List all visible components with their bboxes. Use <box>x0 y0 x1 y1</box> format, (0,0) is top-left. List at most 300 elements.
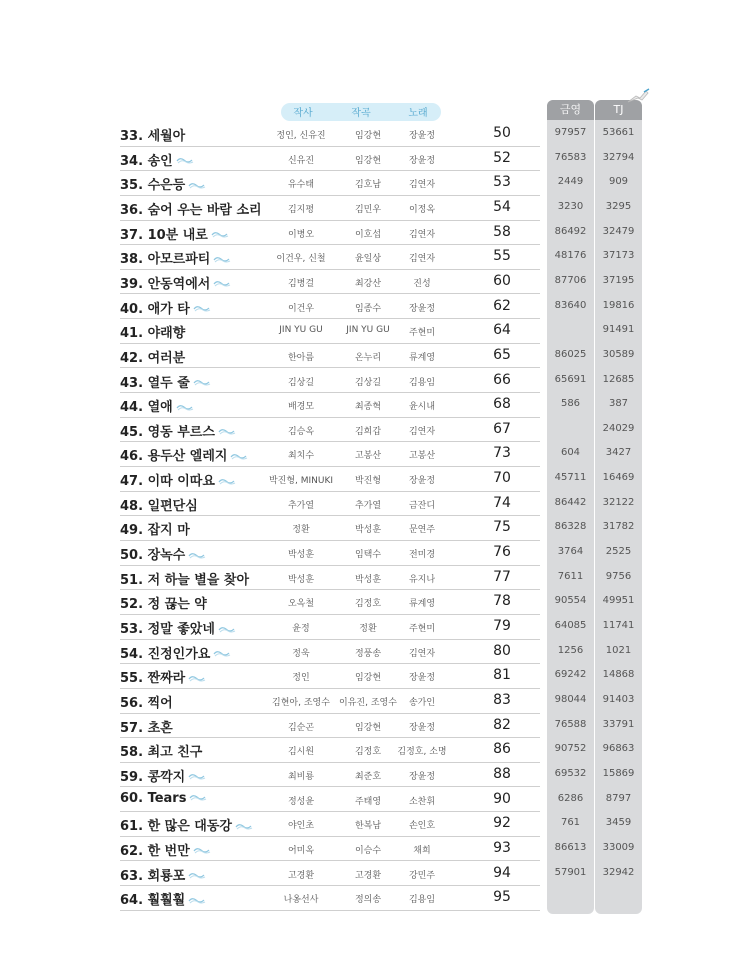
song-number: 44. <box>120 400 144 416</box>
singer: 김연자 <box>408 229 436 240</box>
lyricist: 김상길 <box>287 377 315 388</box>
lyricist: 윤정 <box>292 624 310 634</box>
page-number: 70 <box>493 470 511 487</box>
composer: 정풍송 <box>354 648 382 659</box>
song-row <box>120 294 540 320</box>
tj-header: TJ <box>595 100 642 120</box>
singer: 장윤정 <box>408 771 436 782</box>
ribbon-icon <box>188 772 206 782</box>
composer: 최종혁 <box>354 402 382 413</box>
composer: 김민우 <box>354 204 382 215</box>
composer: 임강현 <box>354 722 382 733</box>
tj-code: 32479 <box>602 225 635 237</box>
song-title-text: 찍어 <box>147 695 173 711</box>
lyricist: 김승옥 <box>287 426 315 437</box>
song-title-text: 정 끊는 약 <box>147 597 207 613</box>
page-number: 83 <box>493 691 511 708</box>
kumyoung-code: 69532 <box>554 767 587 779</box>
lyricist: 박진형, MINUKI <box>268 476 334 487</box>
composer: 최준호 <box>354 771 382 782</box>
song-row <box>120 811 540 837</box>
song-row <box>120 565 540 591</box>
page-number: 82 <box>493 716 511 733</box>
song-title <box>120 667 206 686</box>
ribbon-icon <box>193 846 211 856</box>
ribbon-icon <box>188 551 206 561</box>
page-number: 58 <box>493 223 511 240</box>
tj-code: 15869 <box>602 767 635 779</box>
tj-code: 30589 <box>602 348 635 360</box>
song-title-text: 세월아 <box>147 129 186 144</box>
kumyoung-code: 76583 <box>554 151 587 163</box>
kumyoung-code: 90554 <box>554 595 587 607</box>
song-number: 45. <box>120 424 144 440</box>
tj-code: 14868 <box>602 669 635 681</box>
song-number: 42. <box>120 350 144 366</box>
singer: 장윤정 <box>408 673 436 684</box>
singer: 유지나 <box>408 574 436 585</box>
composer: 고봉산 <box>354 451 382 462</box>
composer: 김상길 <box>354 377 382 388</box>
lyricist: 오옥철 <box>287 599 315 610</box>
page-number: 80 <box>493 642 511 659</box>
tj-code: 3459 <box>605 817 632 829</box>
lyricist: 한아름 <box>287 352 315 363</box>
song-number: 40. <box>120 301 144 317</box>
lyricist: 나옹선사 <box>283 895 319 906</box>
song-title-text: 훨훨훨 <box>147 893 186 909</box>
song-title-text: 열애 <box>147 400 173 416</box>
song-title <box>120 150 194 169</box>
song-row <box>120 170 540 196</box>
singer: 장윤정 <box>408 155 436 166</box>
lyricist: 추가열 <box>287 500 315 511</box>
kumyoung-code: 98044 <box>554 693 587 705</box>
kumyoung-code: 86613 <box>554 841 587 853</box>
song-title <box>120 519 190 538</box>
lyricist: 이건우, 신철 <box>276 254 326 265</box>
lyricist: 정욱 <box>292 648 310 659</box>
kumyoung-code: 604 <box>560 447 581 459</box>
song-title-text: 정말 좋았네 <box>147 622 215 637</box>
tj-code: 3295 <box>605 200 632 212</box>
tj-code: 2525 <box>605 546 632 558</box>
kumyoung-code: 86328 <box>554 521 587 533</box>
lyricist: 고경환 <box>287 870 315 881</box>
singer: 김연자 <box>408 648 436 659</box>
song-title <box>120 347 185 366</box>
song-title <box>120 741 202 760</box>
song-row <box>120 318 540 344</box>
song-row <box>120 589 540 615</box>
song-title <box>120 273 231 292</box>
song-row <box>120 368 540 394</box>
song-title <box>120 865 206 884</box>
song-title <box>120 791 207 806</box>
tj-code: 11741 <box>602 620 635 631</box>
song-number: 63. <box>120 868 144 884</box>
kumyoung-header: 금영 <box>547 100 594 120</box>
song-number: 64. <box>120 893 144 909</box>
lyricist: 정인 <box>292 673 310 684</box>
song-number: 53. <box>120 622 144 637</box>
composer-header: 작곡 <box>351 108 371 119</box>
song-row <box>120 614 540 640</box>
song-row <box>120 787 540 813</box>
song-title-text: 장녹수 <box>147 548 186 564</box>
composer: 김정호 <box>354 599 382 610</box>
tj-code: 96863 <box>602 743 635 755</box>
tj-code: 37173 <box>602 250 635 262</box>
song-title <box>120 199 262 218</box>
page-number: 66 <box>493 371 511 388</box>
song-title-text: 송인 <box>147 153 173 169</box>
composer: 정환 <box>359 624 377 634</box>
song-number: 57. <box>120 720 144 736</box>
lyricist: 김시원 <box>287 747 315 758</box>
lyricist: 정환 <box>292 525 310 536</box>
singer: 이정옥 <box>408 204 436 215</box>
tj-code: 12685 <box>602 373 635 385</box>
ribbon-icon <box>176 156 194 166</box>
song-row <box>120 466 540 492</box>
page-number: 62 <box>493 297 511 314</box>
page-number: 73 <box>493 445 511 462</box>
kumyoung-code <box>547 417 594 442</box>
page-number: 86 <box>493 741 511 758</box>
kumyoung-code: 48176 <box>554 250 587 262</box>
kumyoung-code: 3764 <box>557 546 584 558</box>
tj-code: 91403 <box>602 693 635 705</box>
page-number: 93 <box>493 839 511 856</box>
song-number: 43. <box>120 375 144 391</box>
singer: 소찬휘 <box>408 796 436 807</box>
song-row <box>120 343 540 369</box>
tj-code: 8797 <box>605 792 632 804</box>
song-title <box>120 643 231 662</box>
kumyoung-code: 3230 <box>557 200 584 212</box>
song-number: 33. <box>120 129 144 144</box>
song-row <box>120 441 540 467</box>
composer: 한복남 <box>354 821 382 832</box>
song-row <box>120 392 540 418</box>
composer: 임종수 <box>354 303 382 314</box>
song-title-text: 초혼 <box>147 720 173 736</box>
lyricist: 이병오 <box>287 229 315 240</box>
pushpin-icon <box>626 88 650 104</box>
page-number: 76 <box>493 544 511 561</box>
lyricist-header: 작사 <box>293 108 313 119</box>
song-title <box>120 889 206 908</box>
composer: 김정호 <box>354 747 382 758</box>
song-row <box>120 861 540 887</box>
song-title-text: 아모르파티 <box>147 252 211 268</box>
song-title <box>120 717 173 736</box>
page-number: 74 <box>493 494 511 511</box>
composer: 김희갑 <box>354 426 382 437</box>
song-number: 38. <box>120 252 144 268</box>
page-number: 79 <box>493 618 511 634</box>
lyricist: 어미옥 <box>287 845 315 856</box>
song-title <box>120 421 236 440</box>
page-number: 88 <box>493 765 511 782</box>
lyricist: 최치수 <box>287 451 315 462</box>
singer: 류계영 <box>408 352 436 363</box>
lyricist: 김현아, 조영수 <box>272 697 330 708</box>
song-title <box>120 470 236 489</box>
song-title <box>120 815 253 834</box>
song-title <box>120 495 198 514</box>
lyricist: 김순곤 <box>287 722 315 733</box>
tj-code: 32942 <box>602 866 635 878</box>
lyricist: 박성훈 <box>287 574 315 585</box>
tj-code: 3427 <box>605 447 632 459</box>
ribbon-icon <box>213 649 231 659</box>
song-number: 60. <box>120 790 144 806</box>
ribbon-icon <box>213 279 231 289</box>
composer: 온누리 <box>354 352 382 363</box>
song-title <box>120 174 206 193</box>
singer: 김연자 <box>408 180 436 191</box>
singer: 김용임 <box>408 895 436 906</box>
song-row <box>120 515 540 541</box>
singer: 진성 <box>413 278 431 289</box>
page-number: 92 <box>493 815 511 832</box>
singer: 장윤정 <box>408 131 436 141</box>
composer: 이호섭 <box>354 229 382 240</box>
song-title <box>120 766 206 785</box>
page-number: 94 <box>493 864 511 881</box>
ribbon-icon <box>188 871 206 881</box>
song-title-text: 회룡포 <box>147 868 186 884</box>
page-number: 60 <box>493 272 511 289</box>
page-number: 55 <box>493 248 511 265</box>
page-number: 95 <box>493 889 511 906</box>
song-row <box>120 146 540 172</box>
page-number: 65 <box>493 346 511 363</box>
song-row <box>120 121 540 147</box>
song-number: 34. <box>120 153 144 169</box>
song-title-text: 한 많은 대동강 <box>147 819 232 835</box>
tj-code: 37195 <box>602 274 635 286</box>
tj-code: 31782 <box>602 521 635 533</box>
song-title <box>120 298 211 317</box>
kumyoung-code: 87706 <box>554 274 587 286</box>
song-number: 54. <box>120 646 144 662</box>
kumyoung-code: 65691 <box>554 373 587 385</box>
ribbon-icon <box>218 427 236 437</box>
song-title <box>120 125 185 144</box>
kumyoung-code: 86492 <box>554 225 587 237</box>
singer: 장윤정 <box>408 476 436 487</box>
composer: 주태영 <box>354 796 382 807</box>
lyricist: 야인초 <box>287 821 315 832</box>
page-number: 52 <box>493 149 511 166</box>
kumyoung-code: 83640 <box>554 299 587 311</box>
page-number: 50 <box>493 125 511 141</box>
singer: 문연주 <box>408 525 436 536</box>
composer: 정의송 <box>354 895 382 906</box>
lyricist: 유수태 <box>287 180 315 191</box>
page-number: 67 <box>493 420 511 437</box>
kumyoung-code: 69242 <box>554 669 587 681</box>
kumyoung-code: 586 <box>560 398 581 410</box>
lyricist: 신유진 <box>287 155 315 166</box>
song-row <box>120 713 540 739</box>
song-row <box>120 417 540 443</box>
ribbon-icon <box>235 822 253 832</box>
tj-code: 53661 <box>602 127 635 138</box>
song-title <box>120 396 194 415</box>
song-number: 47. <box>120 474 144 490</box>
singer: 장윤정 <box>408 722 436 733</box>
tj-code: 16469 <box>602 472 635 484</box>
tj-code: 32122 <box>602 496 635 508</box>
ribbon-icon <box>218 625 236 635</box>
song-title-text: 저 하늘 별을 찾아 <box>147 572 250 588</box>
song-number: 58. <box>120 745 144 761</box>
lyricist: 김지평 <box>287 204 315 215</box>
singer: 강민주 <box>408 870 436 881</box>
tj-code: 9756 <box>605 570 632 582</box>
page-number: 75 <box>493 519 511 536</box>
page-number: 68 <box>493 396 511 413</box>
kumyoung-code <box>547 885 594 910</box>
song-number: 55. <box>120 671 144 687</box>
song-title-text: 짠짜라 <box>147 671 186 687</box>
ribbon-icon <box>211 230 229 240</box>
kumyoung-code: 90752 <box>554 743 587 755</box>
page-number: 81 <box>493 667 511 684</box>
song-row <box>120 688 540 714</box>
tj-code: 91491 <box>602 324 635 336</box>
composer: 윤일상 <box>354 254 382 265</box>
singer: 김연자 <box>408 426 436 437</box>
song-title <box>120 692 173 711</box>
ribbon-icon <box>230 452 248 462</box>
song-number: 59. <box>120 769 144 785</box>
song-title-text: 일편단심 <box>147 498 198 514</box>
singer: 채희 <box>413 845 431 856</box>
page-number: 54 <box>493 198 511 215</box>
song-title <box>120 372 211 391</box>
song-title-text: 이따 이따요 <box>147 474 215 490</box>
composer: 최강산 <box>354 278 382 289</box>
page-number: 78 <box>493 593 511 610</box>
song-row <box>120 269 540 295</box>
kumyoung-code: 97957 <box>554 127 587 138</box>
song-title-text: 야래향 <box>147 326 186 342</box>
kumyoung-code: 86025 <box>554 348 587 360</box>
song-number: 61. <box>120 819 144 835</box>
kumyoung-code: 76588 <box>554 718 587 730</box>
song-row <box>120 540 540 566</box>
song-title <box>120 445 248 464</box>
song-number: 48. <box>120 498 144 514</box>
singer: 송가인 <box>408 697 436 708</box>
song-title-text: 한 번만 <box>147 843 190 859</box>
song-number: 37. <box>120 227 144 243</box>
song-number: 36. <box>120 202 144 218</box>
song-row <box>120 836 540 862</box>
singer: 장윤정 <box>408 303 436 314</box>
song-title-text: 최고 친구 <box>147 745 203 761</box>
kumyoung-code: 57901 <box>554 866 587 878</box>
song-title <box>120 322 185 341</box>
song-title <box>120 569 249 588</box>
kumyoung-code: 64085 <box>554 620 587 631</box>
song-title-text: Tears <box>147 790 187 806</box>
composer: 고경환 <box>354 870 382 881</box>
singer: 김연자 <box>408 254 436 265</box>
composer: 임강현 <box>354 131 382 141</box>
song-row <box>120 663 540 689</box>
tj-code: 33009 <box>602 841 635 853</box>
song-title <box>120 618 236 637</box>
song-title-text: 안동역에서 <box>147 276 211 292</box>
singer: 금잔디 <box>408 500 436 511</box>
singer: 주현미 <box>408 624 436 634</box>
song-number: 56. <box>120 695 144 711</box>
song-row <box>120 195 540 221</box>
singer: 전미경 <box>408 550 436 561</box>
singer: 고봉산 <box>408 451 436 462</box>
song-title-text: 열두 줄 <box>147 375 190 391</box>
kumyoung-code: 2449 <box>557 176 584 188</box>
song-row <box>120 491 540 517</box>
ribbon-icon <box>193 304 211 314</box>
song-title-text: 여러분 <box>147 350 186 366</box>
kumyoung-code: 45711 <box>554 472 587 484</box>
tj-code: 33791 <box>602 718 635 730</box>
singer: 주현미 <box>408 328 436 339</box>
song-row <box>120 220 540 246</box>
ribbon-icon <box>188 896 206 906</box>
song-number: 50. <box>120 548 144 564</box>
song-row <box>120 885 540 911</box>
singer: 김용임 <box>408 377 436 388</box>
song-title <box>120 544 206 563</box>
composer: 임강현 <box>354 155 382 166</box>
tj-code: 387 <box>608 398 629 410</box>
tj-code: 24029 <box>602 422 635 434</box>
song-number: 35. <box>120 178 144 194</box>
composer: JIN YU GU <box>346 325 390 336</box>
ribbon-icon <box>188 674 206 684</box>
song-title-text: 10분 내로 <box>147 227 208 243</box>
song-row <box>120 244 540 270</box>
kumyoung-code: 1256 <box>557 644 584 656</box>
ribbon-icon <box>213 255 231 265</box>
song-row <box>120 762 540 788</box>
tj-code: 1021 <box>605 644 632 656</box>
song-title-text: 숨어 우는 바람 소리 <box>147 202 262 218</box>
song-title-text: 진정인가요 <box>147 646 211 662</box>
song-title-text: 용두산 엘레지 <box>147 449 228 465</box>
lyricist: 박성훈 <box>287 550 315 561</box>
song-number: 41. <box>120 326 144 342</box>
singer: 윤시내 <box>408 402 436 413</box>
song-number: 39. <box>120 276 144 292</box>
song-row <box>120 639 540 665</box>
lyricist: JIN YU GU <box>279 325 323 336</box>
ribbon-icon <box>188 181 206 191</box>
song-number: 62. <box>120 843 144 859</box>
tj-code: 909 <box>608 176 629 188</box>
page-number: 53 <box>493 174 511 191</box>
song-title <box>120 593 207 612</box>
ribbon-icon <box>189 793 207 803</box>
